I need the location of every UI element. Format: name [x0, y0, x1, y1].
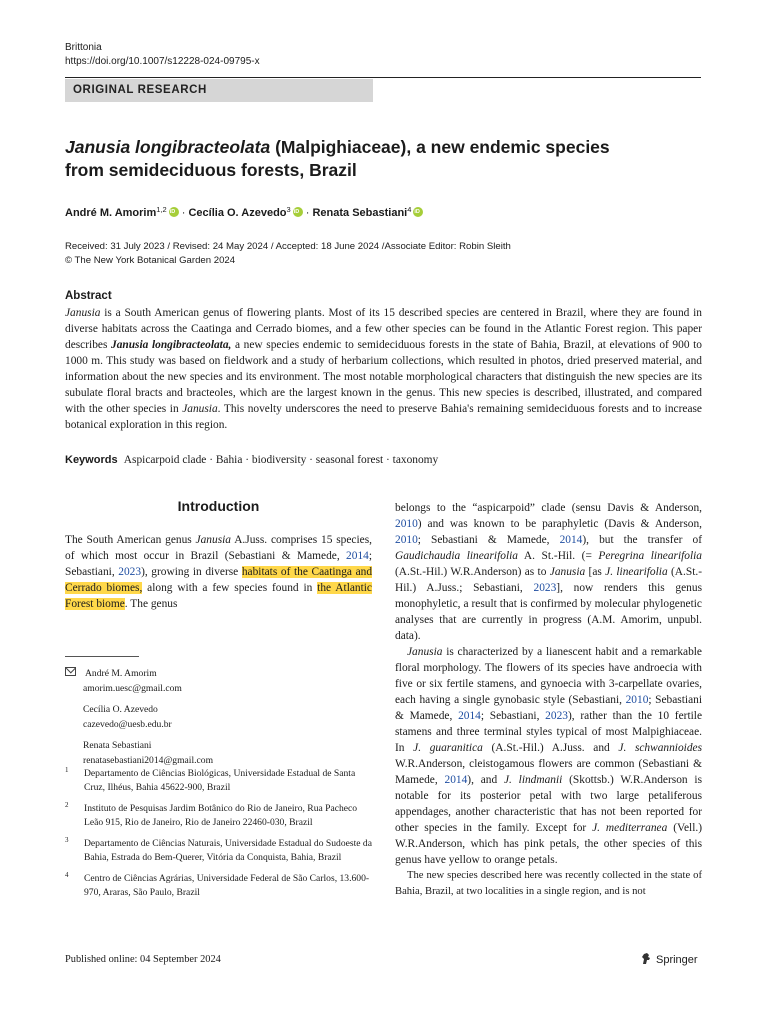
header-rule	[65, 77, 701, 78]
orcid-icon[interactable]	[413, 207, 423, 217]
citation-link[interactable]: 2014	[458, 710, 481, 722]
article-dates	[65, 240, 705, 268]
abstract-span: a new species endemic to semideciduous forests in the state of Bahia, Brazil, at elevations of 900 to 1000 m. This study was based on fieldwork and a study of herbarium collections, which resulted in photos, dried preserved material, and information about the new species and its environment. The most notable morphological characters that distinguish the new species are its subulate floral bracts and bracteoles, which are the largest known in the genus. This new species is described, illustrated, and compared with the other species in	[65, 339, 702, 415]
article-type-badge: ORIGINAL RESEARCH	[65, 79, 373, 102]
published-online: Published online: 04 September 2024	[65, 954, 221, 965]
citation-link[interactable]: 2023	[533, 582, 557, 594]
text-span: along with a few species found in	[142, 582, 318, 594]
text-span: ) and was known to be paraphyletic (Davis & Anderson,	[417, 518, 702, 530]
author-separator: ·	[178, 207, 189, 219]
species-name: Janusia longibracteolata,	[111, 339, 232, 351]
species-name: J. schwannioides	[618, 742, 703, 754]
author-name[interactable]: André M. Amorim	[65, 207, 157, 219]
affiliation-number: 2	[65, 801, 69, 809]
text-span: W.R.Anderson, cleistogamous flowers are common (Sebastiani & Mamede,	[395, 758, 702, 786]
highlighted-text: the Atlantic Forest biome	[65, 582, 372, 610]
text-span: [as	[585, 566, 606, 578]
orcid-icon[interactable]	[169, 207, 179, 217]
text-span: (Vell.) W.R.Anderson, which has pink petals, the other species of this genus have yellow to orange petals.	[395, 822, 702, 866]
article-title	[65, 136, 665, 182]
contact-email[interactable]: cazevedo@uesb.edu.br	[83, 719, 172, 730]
author-separator: ·	[302, 207, 313, 219]
abstract-span: . This novelty underscores the need to preserve Bahia's remaining semideciduous forests and to increase botanical exploration in this region.	[65, 403, 702, 431]
publisher-name: Springer	[656, 954, 698, 966]
right-column	[395, 500, 702, 900]
footnote-rule	[65, 656, 139, 657]
abstract-text	[65, 305, 702, 433]
introduction-heading: Introduction	[177, 498, 260, 514]
affiliation-item	[65, 767, 372, 794]
text-span: ; Sebastiani & Mamede,	[417, 534, 560, 546]
text-span: ; Sebastiani,	[65, 550, 372, 578]
correspondence-block	[65, 666, 372, 774]
text-span: . The genus	[124, 598, 178, 610]
keywords	[65, 452, 705, 468]
contact-name: André M. Amorim	[85, 668, 157, 679]
paragraph	[395, 500, 702, 644]
abstract-heading: Abstract	[65, 290, 112, 302]
text-span: The new species described here was recently collected in the state of Bahia, Brazil, at two localities in a single region, and is not	[395, 870, 702, 897]
affiliation-text: Instituto de Pesquisas Jardim Botânico do Rio de Janeiro, Rua Pacheco Leão 915, Rio de Janeiro, Rio de Janeiro 22460-030, Brazil	[84, 803, 358, 828]
contact-name: Renata Sebastiani	[83, 740, 152, 751]
text-span: ), and	[467, 774, 504, 786]
title-rest: (Malpighiaceae), a new endemic species	[270, 137, 610, 157]
citation-link[interactable]: 2010	[395, 518, 418, 530]
text-span: ; Sebastiani,	[480, 710, 546, 722]
citation-link[interactable]: 2023	[118, 566, 142, 578]
author-list	[65, 202, 423, 221]
citation-link[interactable]: 2023	[545, 710, 568, 722]
author-affil-sup: 1,2	[156, 205, 167, 214]
paragraph	[395, 644, 702, 868]
affiliation-text: Centro de Ciências Agrárias, Universidade Federal de São Carlos, 13.600-970, Araras, São Paulo, Brazil	[84, 873, 370, 898]
text-span: (A.St.-Hil.) A.Juss. and	[482, 742, 619, 754]
springer-horse-icon	[640, 952, 652, 965]
affiliation-text: Departamento de Ciências Biológicas, Universidade Estadual de Santa Cruz, Ilhéus, Bahia 45622-900, Brazil	[84, 768, 356, 793]
text-span: (A.St.-Hil.) A.Juss.; Sebastiani,	[395, 566, 702, 594]
affiliation-item	[65, 872, 372, 899]
genus-name: Janusia	[65, 307, 101, 319]
affiliation-number: 1	[65, 766, 69, 774]
text-span: ), rather than the 10 fertile stamens and three terminal styles typical of most Malpighiaceae. In	[395, 710, 702, 754]
title-line2: from semideciduous forests, Brazil	[65, 160, 357, 180]
species-name: J. linearifolia	[605, 566, 668, 578]
species-name: J. guaranitica	[413, 742, 483, 754]
affiliations	[65, 767, 372, 907]
paragraph	[395, 868, 702, 900]
text-span: A. St.-Hil. (=	[518, 550, 599, 562]
genus-name: Janusia	[182, 403, 218, 415]
contact-name: Cecília O. Azevedo	[83, 704, 158, 715]
affiliation-number: 4	[65, 871, 69, 879]
author-affil-sup: 3	[286, 205, 291, 214]
orcid-icon[interactable]	[293, 207, 303, 217]
journal-name: Brittonia	[65, 42, 102, 53]
species-name: Gaudichaudia linearifolia	[395, 550, 518, 562]
species-name: J. mediterranea	[592, 822, 668, 834]
text-span: ; Sebastiani & Mamede,	[395, 694, 702, 722]
affiliation-text: Departamento de Ciências Naturais, Universidade Estadual do Sudoeste da Bahia, Estrada do Bem-Querer, Vitória da Conquista, Bahia, Brazil	[84, 838, 372, 863]
author-affil-sup: 4	[407, 205, 412, 214]
contact-email[interactable]: renatasebastiani2014@gmail.com	[83, 755, 214, 766]
text-span: (Skottsb.) W.R.Anderson is notable for its posterior petal with two large petaliferous appendages, another characteristic that has not been reported for other species in the family. Except for	[395, 774, 702, 834]
abstract-span: is a South American genus of flowering plants. Most of its 15 described species are centered in Brazil, where they are found in diverse habitats across the Caatinga and Cerrado biomes, and a few other species can be found in the Atlantic Forest region. This paper describes	[65, 307, 702, 351]
citation-link[interactable]: 2014	[559, 534, 583, 546]
contact-email[interactable]: amorim.uesc@gmail.com	[83, 683, 182, 694]
highlighted-text: habitats of the Caatinga and Cerrado biomes,	[65, 566, 373, 594]
text-span: A.Juss. comprises 15 species, of which most occur in Brazil (Sebastiani & Mamede,	[65, 534, 372, 562]
doi-link[interactable]: https://doi.org/10.1007/s12228-024-09795-x	[65, 56, 260, 67]
copyright-line: © The New York Botanical Garden 2024	[65, 255, 236, 266]
text-span: (A.St.-Hil.) W.R.Anderson) as to	[395, 566, 550, 578]
species-name: J. lindmanii	[503, 774, 563, 786]
citation-link[interactable]: 2014	[346, 550, 369, 562]
keywords-label: Keywords	[65, 454, 118, 466]
title-species: Janusia longibracteolata	[65, 137, 271, 157]
text-span: is characterized by a lianescent habit and a remarkable floral morphology. The flowers of its species have androecia with five or six fertile stamens, and gynoecia with 3-carpellate ovaries, each having a single gynobasic style (Sebastiani,	[395, 646, 702, 706]
citation-link[interactable]: 2014	[444, 774, 468, 786]
text-span: ), but the transfer of	[582, 534, 702, 546]
citation-link[interactable]: 2010	[625, 694, 649, 706]
genus-name: Janusia	[195, 534, 231, 546]
journal-header	[65, 41, 260, 69]
envelope-icon	[65, 667, 76, 676]
affiliation-item	[65, 802, 372, 829]
affiliation-number: 3	[65, 836, 69, 844]
text-span: The South American genus	[65, 534, 196, 546]
genus-name: Janusia	[407, 646, 443, 658]
text-span: belongs to the “aspicarpoid” clade (sensu Davis & Anderson,	[395, 502, 702, 514]
history-line: Received: 31 July 2023 / Revised: 24 May 2024 / Accepted: 18 June 2024 /Associate Editor: Robin Sleith	[65, 241, 511, 252]
citation-link[interactable]: 2010	[395, 534, 418, 546]
publisher-logo	[640, 952, 698, 966]
author-name[interactable]: Renata Sebastiani	[312, 207, 408, 219]
affiliation-item	[65, 837, 372, 864]
text-span: ), growing in diverse	[141, 566, 242, 578]
text-span: ], now renders this genus monophyletic, a result that is confirmed by molecular phylogenetic analyses that are currently in progress (A.M. Amorim, unpubl. data).	[395, 582, 703, 642]
author-name[interactable]: Cecília O. Azevedo	[188, 207, 287, 219]
species-name: Peregrina linearifolia	[598, 550, 702, 562]
introduction-paragraph	[65, 532, 372, 612]
genus-name: Janusia	[549, 566, 586, 578]
keywords-text: Aspicarpoid clade · Bahia · biodiversity · seasonal forest · taxonomy	[123, 454, 439, 466]
